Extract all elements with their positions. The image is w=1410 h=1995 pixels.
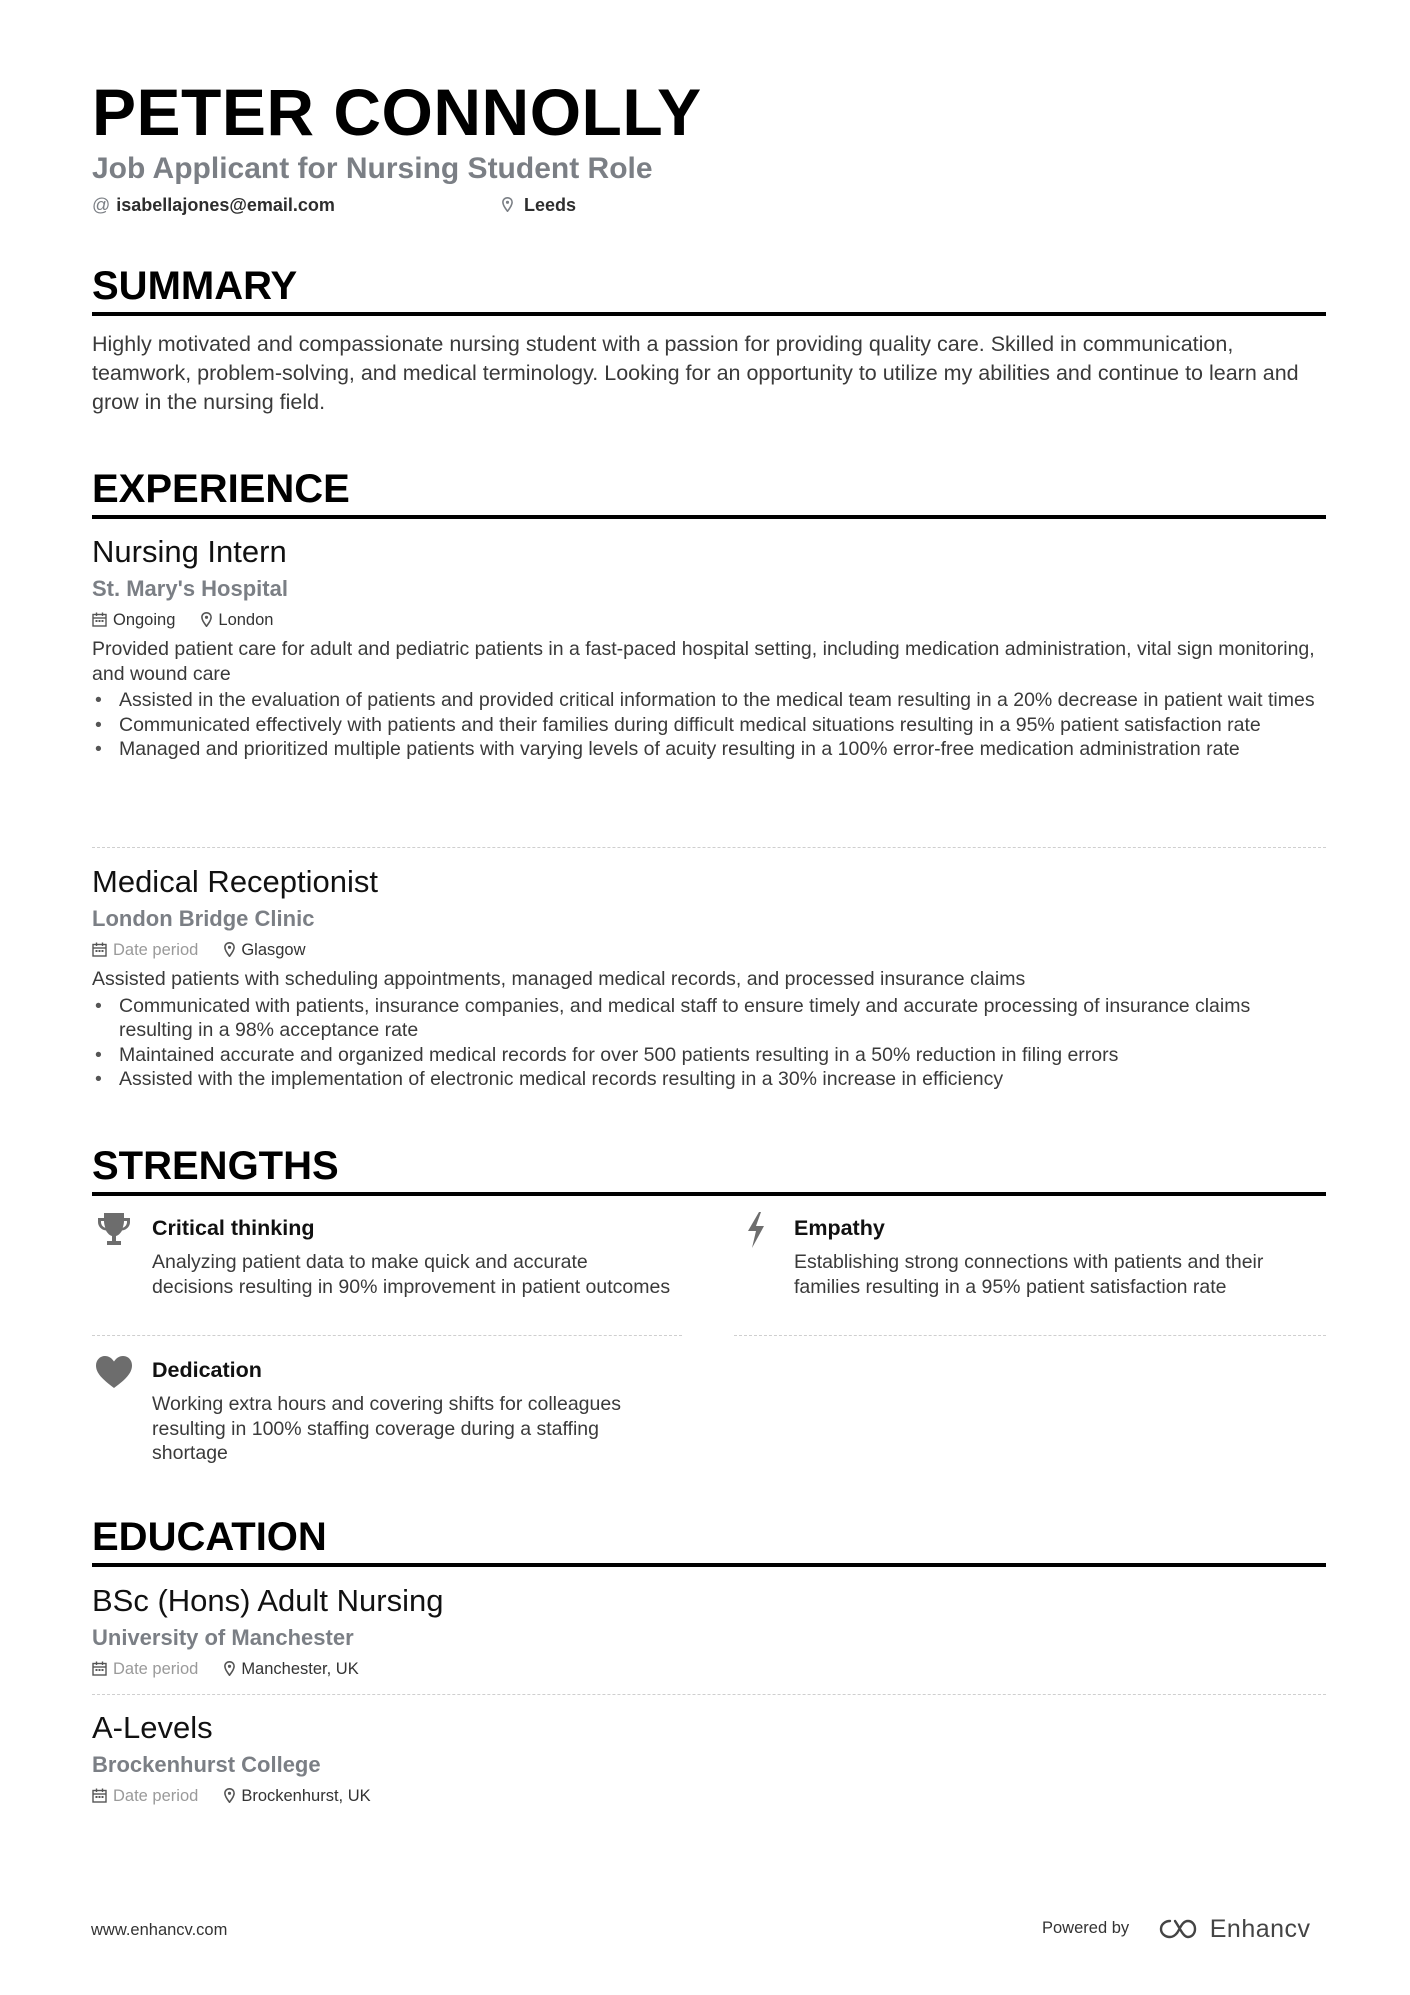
education-meta — [92, 1656, 1326, 1682]
job-achievements — [92, 994, 1326, 1092]
contact-email[interactable]: @ isabellajones@email.com — [92, 195, 335, 215]
strength-description: Analyzing patient data to make quick and accurate decisions resulting in 90% improvement in patient outcomes — [152, 1251, 671, 1298]
strength-divider — [734, 1335, 1326, 1336]
job-meta — [92, 937, 1326, 963]
education-location: Manchester, UK — [241, 1660, 359, 1678]
job-company: London Bridge Clinic — [92, 906, 315, 931]
location-pin-icon — [224, 937, 235, 963]
location-pin-icon — [224, 1783, 235, 1809]
calendar-icon — [92, 1783, 107, 1809]
school-name: University of Manchester — [92, 1625, 354, 1650]
entry-divider — [92, 847, 1326, 848]
achievement-item: • Maintained accurate and organized medical records for over 500 patients resulting in a 50% reduction in filing errors — [92, 1043, 1326, 1068]
education-date: Date period — [113, 1660, 199, 1678]
at-icon: @ — [92, 195, 111, 215]
powered-by-label: Powered by — [1042, 1919, 1130, 1937]
experience-entry — [92, 863, 1326, 1092]
entry-divider — [92, 1694, 1326, 1695]
candidate-subtitle: Job Applicant for Nursing Student Role — [92, 152, 653, 185]
trophy-icon — [94, 1210, 134, 1250]
location-pin-icon — [224, 1656, 235, 1682]
job-title: Medical Receptionist — [92, 864, 379, 899]
achievement-item: • Communicated effectively with patients and their families during difficult medical situations resulting in a 95% patient satisfaction rate — [92, 713, 1326, 738]
job-achievements — [92, 688, 1326, 762]
calendar-icon — [92, 937, 107, 963]
job-description: Provided patient care for adult and pediatric patients in a fast-paced hospital setting, including medication administration, vital sign monitoring, and wound care — [92, 638, 1315, 685]
section-title-experience: EXPERIENCE — [92, 465, 1326, 519]
strength-title: Empathy — [794, 1216, 885, 1240]
heart-icon — [94, 1352, 134, 1392]
job-date: Ongoing — [113, 611, 176, 629]
achievement-item: • Communicated with patients, insurance companies, and medical staff to ensure timely and accurate processing of insurance claims resulting in a 98% acceptance rate — [92, 994, 1326, 1043]
achievement-item: • Assisted with the implementation of electronic medical records resulting in a 30% increase in efficiency — [92, 1067, 1326, 1092]
strength-title: Critical thinking — [152, 1216, 315, 1240]
degree-title: BSc (Hons) Adult Nursing — [92, 1583, 444, 1618]
job-title: Nursing Intern — [92, 534, 287, 569]
achievement-item: • Assisted in the evaluation of patients and provided critical information to the medical team resulting in a 20% decrease in patient wait times — [92, 688, 1326, 713]
school-name: Brockenhurst College — [92, 1752, 321, 1777]
calendar-icon — [92, 607, 107, 633]
job-description: Assisted patients with scheduling appointments, managed medical records, and processed insurance claims — [92, 968, 1026, 990]
summary-text: Highly motivated and compassionate nursing student with a passion for providing quality care. Skilled in communication, teamwork, problem-solving, and medical terminology. Looking for an opportunity to utilize my abilities and continue to learn and grow in the nursing field. — [92, 332, 1299, 414]
section-title-education: EDUCATION — [92, 1513, 1326, 1567]
education-date: Date period — [113, 1787, 199, 1805]
education-entry — [92, 1709, 1326, 1809]
job-company: St. Mary's Hospital — [92, 576, 288, 601]
section-title-summary: SUMMARY — [92, 262, 1326, 316]
location-pin-icon — [201, 607, 212, 633]
strength-title: Dedication — [152, 1358, 262, 1382]
strength-description: Establishing strong connections with patients and their families resulting in a 95% patient satisfaction rate — [794, 1251, 1264, 1298]
job-date: Date period — [113, 941, 199, 959]
strength-description: Working extra hours and covering shifts for colleagues resulting in 100% staffing coverage during a staffing shortage — [152, 1393, 621, 1464]
lightning-icon — [736, 1210, 776, 1250]
degree-title: A-Levels — [92, 1710, 213, 1745]
candidate-name: PETER CONNOLLY — [92, 75, 702, 149]
achievement-item: • Managed and prioritized multiple patients with varying levels of acuity resulting in a 100% error-free medication administration rate — [92, 737, 1326, 762]
contact-location: Leeds — [502, 193, 576, 217]
education-entry — [92, 1582, 1326, 1682]
job-location: Glasgow — [241, 941, 306, 959]
section-title-strengths: STRENGTHS — [92, 1142, 1326, 1196]
calendar-icon — [92, 1656, 107, 1682]
education-meta — [92, 1783, 1326, 1809]
location-pin-icon — [502, 195, 518, 215]
education-location: Brockenhurst, UK — [241, 1787, 371, 1805]
brand-name: Enhancv — [1209, 1914, 1311, 1943]
job-meta — [92, 607, 1326, 633]
footer-website[interactable]: www.enhancv.com — [91, 1921, 228, 1939]
experience-entry — [92, 533, 1326, 762]
enhancv-logo-icon[interactable] — [1158, 1914, 1204, 1944]
footer-powered-by — [1042, 1913, 1311, 1944]
job-location: London — [218, 611, 274, 629]
strength-divider — [92, 1335, 682, 1336]
